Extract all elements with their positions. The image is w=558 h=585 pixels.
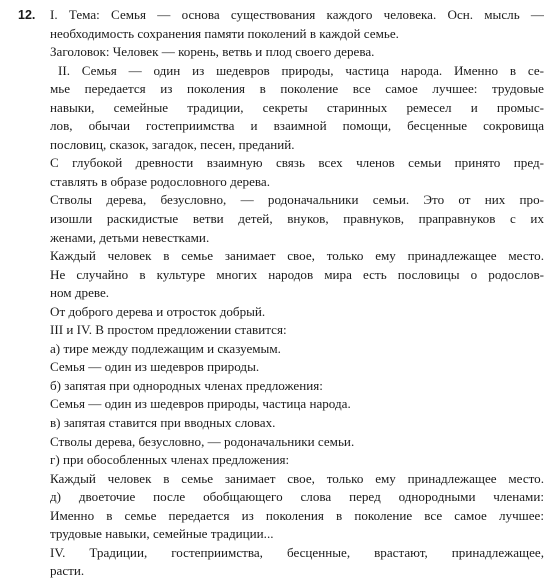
text-line: необходимость сохранения памяти поколений в каждой семье. [50, 25, 399, 41]
text-line: Семья — один из шедевров природы, частица народа. [50, 396, 351, 412]
text-line: Семья — один из шедевров природы. [50, 359, 260, 375]
text-line: трудовые навыки, семейные традиции... [50, 526, 274, 542]
text-line: Каждый человек в семье занимает свое, только ему принадлежащее место. [50, 470, 544, 486]
answer-text [50, 6, 544, 581]
text-line: Стволы дерева, безусловно, — родоначальники семьи. Это от них про- [50, 192, 544, 208]
text-line: Не случайно в культуре многих народов мира есть пословицы о родослов- [50, 266, 544, 282]
text-line: лов, обычаи гостеприимства и взаимной помощи, бесценные сокровища [50, 118, 544, 134]
text-line: I. Тема: Семья — основа существования каждого человека. Осн. мысль — [50, 7, 544, 22]
text-line: II. Семья — один из шедевров природы, частица народа. Именно в се- [58, 62, 544, 78]
text-line: г) при обособленных членах предложения: [50, 452, 290, 468]
text-line: женами, детьми невестками. [50, 229, 210, 245]
text-line: III и IV. В простом предложении ставится: [50, 322, 287, 338]
text-line: мье передается из поколения в поколение все самое лучшее: трудовые [50, 81, 544, 97]
text-line: Заголовок: Человек — корень, ветвь и плод своего дерева. [50, 44, 375, 60]
text-line: пословиц, сказок, загадок, песен, преданий. [50, 136, 295, 152]
text-line: навыки, семейные традиции, секреты старинных ремесел и промыс- [50, 99, 544, 115]
text-line: ном древе. [50, 285, 110, 301]
text-line: в) запятая ставится при вводных словах. [50, 415, 276, 431]
text-line: ставлять в образе родословного дерева. [50, 173, 270, 189]
text-line: а) тире между подлежащим и сказуемым. [50, 340, 281, 356]
text-line: б) запятая при однородных членах предложения: [50, 377, 323, 393]
text-line: Каждый человек в семье занимает свое, только ему принадлежащее место. [50, 248, 544, 264]
text-line: Стволы дерева, безусловно, — родоначальники семьи. [50, 433, 355, 449]
text-line: расти. [50, 563, 85, 579]
text-line: IV. Традиции, гостеприимства, бесценные, врастают, принадлежащее, [50, 544, 544, 560]
text-line: От доброго дерева и отросток добрый. [50, 303, 266, 319]
text-line: д) двоеточие после обобщающего слова перед однородными членами: [50, 489, 544, 505]
text-line: изошли раскидистые ветви детей, внуков, правнуков, праправнуков с их [50, 211, 544, 227]
text-line: С глубокой древности взаимную связь всех членов семьи принято пред- [50, 155, 544, 171]
text-line: Именно в семье передается из поколения в поколение все самое лучшее: [50, 507, 544, 523]
exercise-number: 12. [18, 8, 36, 22]
